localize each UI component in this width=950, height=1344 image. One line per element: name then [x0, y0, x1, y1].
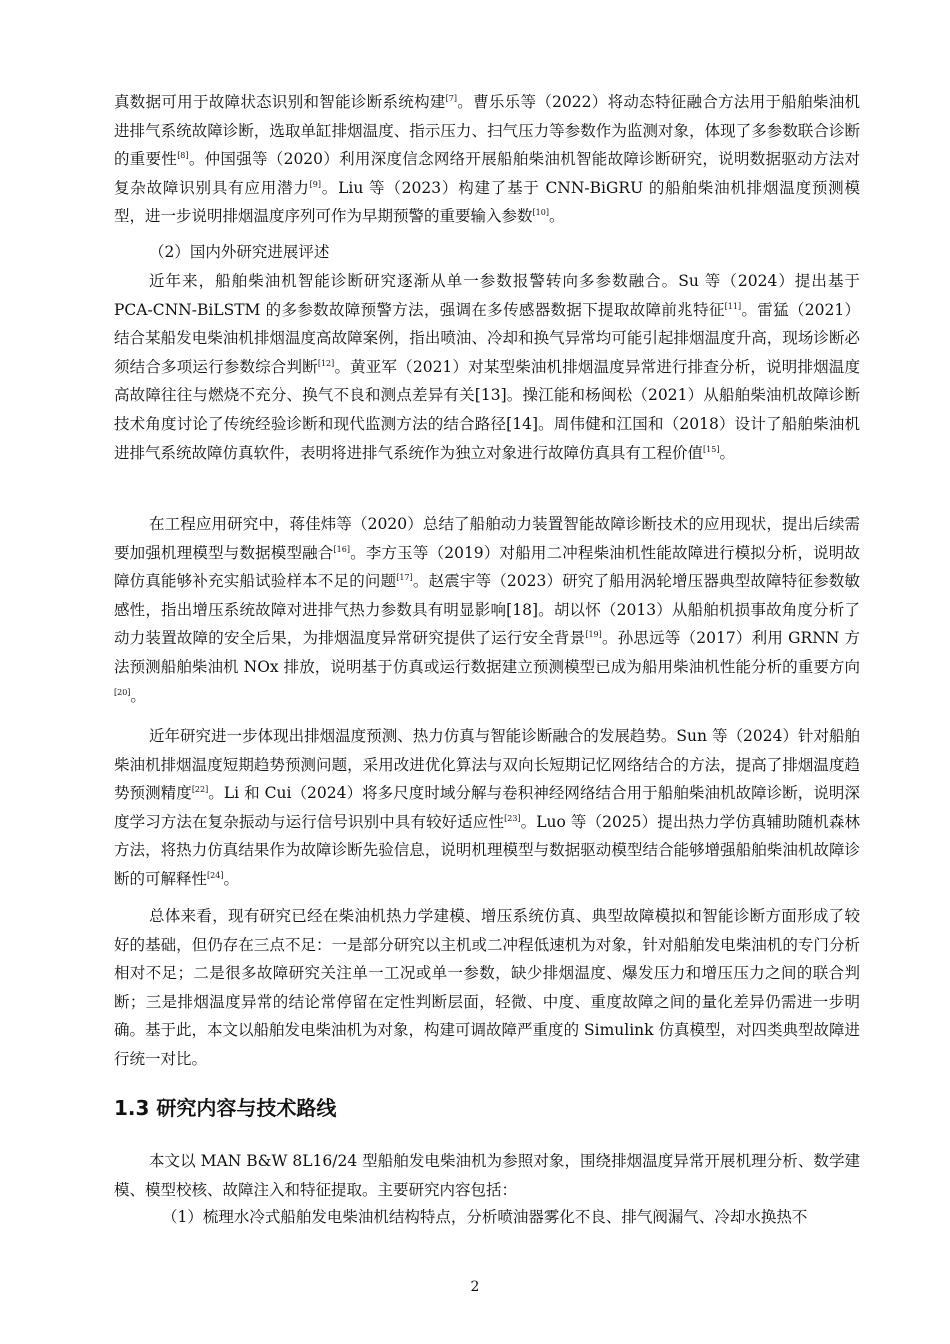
citation-superscript: [17] — [396, 573, 413, 583]
text-run: 。 — [719, 443, 735, 462]
text-run: 。 — [130, 686, 146, 705]
text-run: 。Liu 等（2023）构建了基于 CNN-BiGRU 的船舶柴油机排烟温度预测模型，进一步说明排烟温度序列可作为早期预警的重要输入参数 — [114, 178, 860, 226]
text-run: 。 — [223, 869, 239, 888]
citation-superscript: [24] — [207, 870, 224, 880]
text-run: 。李方玉等（2019）对船用二冲程柴油机性能故障进行模拟分析，说明故障仿真能够补充实船试验样本不足的问题 — [114, 543, 860, 591]
paragraph-summary — [114, 902, 860, 1074]
list-item-1 — [114, 1203, 860, 1232]
text-run: 真数据可用于故障状态识别和智能诊断系统构建 — [114, 93, 446, 111]
citation-superscript: [20] — [114, 687, 131, 697]
citation-superscript: [9] — [309, 179, 321, 189]
citation-superscript: [22] — [191, 785, 209, 795]
text-run: 近年来，船舶柴油机智能诊断研究逐渐从单一参数报警转向多参数融合。Su 等（2024）提出基于 PCA-CNN-BiLSTM 的多参数故障预警方法，强调在多传感器数据下提取故障前兆特征 — [114, 272, 860, 319]
paragraph-engineering-applications — [114, 510, 860, 710]
page-number: 2 — [470, 1279, 480, 1295]
subsection-title-review — [114, 238, 860, 267]
citation-superscript: [23] — [504, 813, 521, 823]
paragraph-recent-trends — [114, 722, 860, 894]
citation-superscript: [8] — [177, 151, 189, 161]
citation-superscript: [16] — [333, 544, 350, 554]
text-run: 。曹乐乐等（2022）将动态特征融合方法用于船舶柴油机进排气系统故障诊断，选取单缸排烟温度、指示压力、扫气压力等参数作为监测对象，体现了多参数联合诊断的重要性 — [114, 93, 860, 169]
citation-superscript: [11] — [724, 301, 742, 311]
text-run: 。赵震宇等（2023）研究了船用涡轮增压器典型故障特征参数敏感性，指出增压系统故障对进排气热力参数具有明显影响[18]。胡以怀（2013）从船舶机损事故角度分析了动力装置故障的安全后果，为排烟温度异常研究提供了运行安全背景 — [114, 572, 860, 648]
text-run: 。 — [548, 207, 565, 226]
text-run: 本文以 MAN B&W 8L16/24 型船舶发电柴油机为参照对象，围绕排烟温度异常开展机理分析、数学建模、模型校核、故障注入和特征提取。主要研究内容包括： — [114, 1152, 860, 1199]
text-run: 。Li 和 Cui（2024）将多尺度时域分解与卷积神经网络结合用于船舶柴油机故障诊断，说明深度学习方法在复杂振动与运行信号识别中具有较好适应性 — [114, 784, 860, 831]
citation-superscript: [7] — [445, 93, 457, 103]
paragraph-multiparameter-fusion — [114, 267, 860, 467]
text-run: 在工程应用研究中，蒋佳炜等（2020）总结了船舶动力装置智能故障诊断技术的应用现状，提出后续需要加强机理模型与数据模型融合 — [114, 515, 860, 562]
paragraph-research-content — [114, 1147, 860, 1204]
citation-superscript: [15] — [703, 444, 720, 454]
citation-superscript: [12] — [317, 358, 335, 368]
citation-superscript: [10] — [532, 208, 549, 218]
citation-superscript: [19] — [585, 630, 602, 640]
text-run: 总体来看，现有研究已经在柴油机热力学建模、增压系统仿真、典型故障模拟和智能诊断方面形成了较好的基础，但仍存在三点不足：一是部分研究以主机或二冲程低速机为对象，针对船舶发电柴油机的专门分析相对不足；二是很多故障研究关注单一工况或单一参数，缺少排烟温度、爆发压力和增压压力之间的联合判断；三是排烟温度异常的结论常停留在定性判断层面，轻微、中度、重度故障之间的量化差异仍需进一步明确。基于此，本文以船舶发电柴油机为对象，构建可调故障严重度的 Simulink 仿真模型，对四类典型故障进行统一对比。 — [114, 907, 860, 1068]
paragraph-cited-works-cont — [114, 88, 860, 231]
section-heading: 1.3 研究内容与技术路线 — [114, 1096, 337, 1120]
text-run: 。Luo 等（2025）提出热力学仿真辅助随机森林方法，将热力仿真结果作为故障诊断先验信息，说明机理模型与数据驱动模型结合能够增强船舶柴油机故障诊断的可解释性 — [114, 812, 860, 888]
text-run: 。孙思远等（2017）利用 GRNN 方法预测船舶柴油机 NOx 排放，说明基于仿真或运行数据建立预测模型已成为船用柴油机性能分析的重要方向 — [114, 629, 860, 676]
text-run: 。仲国强等（2020）利用深度信念网络开展船舶柴油机智能故障诊断研究，说明数据驱动方法对复杂故障识别具有应用潜力 — [114, 150, 860, 197]
text-run: 。雷猛（2021）结合某船发电柴油机排烟温度高故障案例，指出喷油、冷却和换气异常均可能引起排烟温度升高，现场诊断必须结合多项运行参数综合判断 — [114, 300, 861, 376]
text-run: 近年研究进一步体现出排烟温度预测、热力仿真与智能诊断融合的发展趋势。Sun 等（2024）针对船舶柴油机排烟温度短期趋势预测问题，采用改进优化算法与双向长短期记忆网络结合的方法，提高了排烟温度趋势预测精度 — [114, 727, 860, 803]
text-run: （2）国内外研究进展评述 — [149, 243, 330, 261]
text-run: 。黄亚军（2021）对某型柴油机排烟温度异常进行排查分析，说明排烟温度高故障往往与燃烧不充分、换气不良和测点差异有关[13]。操江能和杨闽松（2021）从船舶柴油机故障诊断技术角度讨论了传统经验诊断和现代监测方法的结合路径[14]。周伟健和江国和（2018）设计了船舶柴油机进排气系统故障仿真软件，表明将进排气系统作为独立对象进行故障仿真具有工程价值 — [114, 357, 860, 462]
text-run: （1）梳理水冷式船舶发电柴油机结构特点，分析喷油器雾化不良、排气阀漏气、冷却水换热不 — [162, 1208, 808, 1226]
